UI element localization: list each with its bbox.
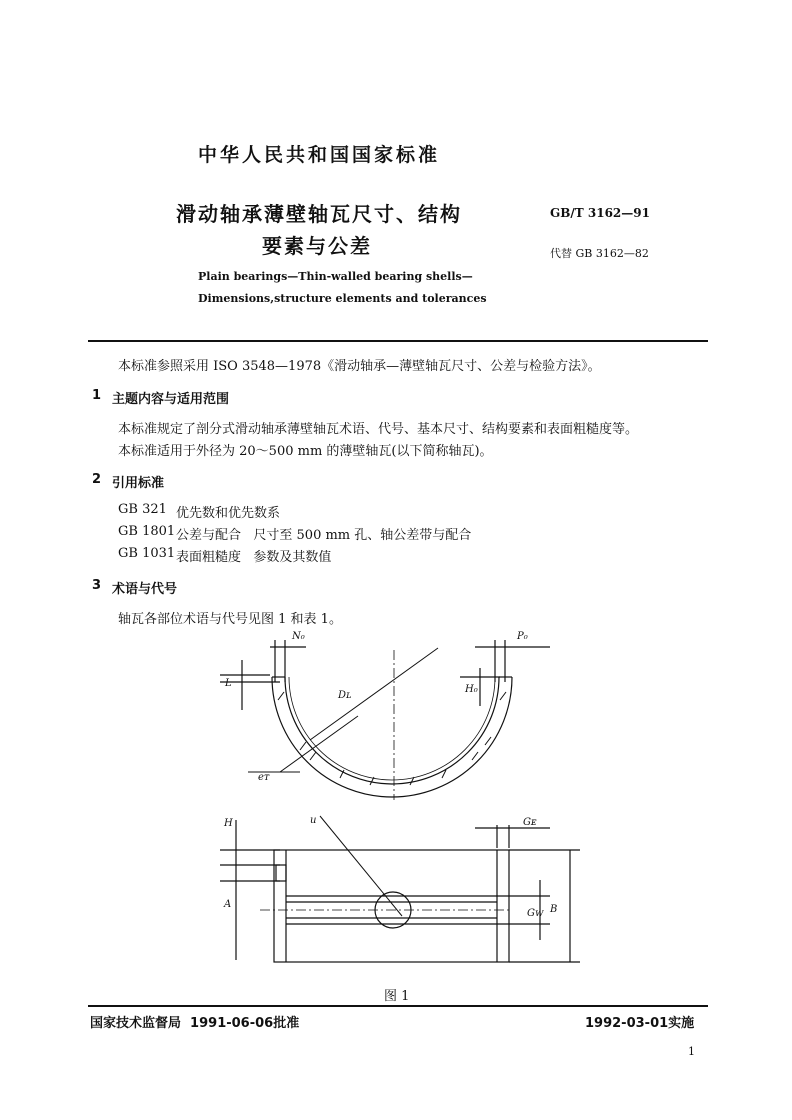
hatch-line <box>500 692 506 700</box>
reference-code: GB 1801 <box>118 524 176 539</box>
label-et: eᴛ <box>258 772 270 783</box>
reference-code: GB 1031 <box>118 546 176 561</box>
national-standard-title: 中华人民共和国国家标准 <box>198 144 441 166</box>
section-1-paragraph-1: 本标准规定了剖分式滑动轴承薄壁轴瓦术语、代号、基本尺寸、结构要素和表面粗糙度等。 <box>118 422 639 437</box>
section-3-heading: 术语与代号 <box>112 582 178 597</box>
diameter-line <box>310 648 438 740</box>
effective-date: 1992-03-01实施 <box>585 1016 695 1031</box>
document-title-line2: 要素与公差 <box>262 234 372 258</box>
english-title-line2: Dimensions,structure elements and tolerances <box>198 292 487 305</box>
label-l: L <box>225 678 232 689</box>
label-h: H <box>224 818 233 829</box>
hatch-line <box>485 737 491 745</box>
standard-code: GB/T 3162—91 <box>550 206 650 220</box>
label-a: A <box>224 899 232 910</box>
locating-lip <box>276 865 286 881</box>
label-gw: Gᴡ <box>527 908 544 919</box>
label-dl: Dʟ <box>338 690 352 701</box>
approval-line: 国家技术监督局 1991-06-06批准 <box>90 1016 300 1031</box>
document-title-line1: 滑动轴承薄壁轴瓦尺寸、结构 <box>176 202 462 226</box>
figure-1-drawing <box>210 620 600 990</box>
section-1-heading: 主题内容与适用范围 <box>112 392 230 407</box>
label-ge: Gᴇ <box>523 817 537 828</box>
reference-title: 公差与配合 尺寸至 500 mm 孔、轴公差带与配合 <box>176 528 472 543</box>
header-rule <box>88 340 708 342</box>
english-title-line1: Plain bearings—Thin-walled bearing shells— <box>198 270 473 283</box>
oil-hole-leader <box>320 816 402 916</box>
reference-title: 优先数和优先数系 <box>176 506 281 521</box>
label-b: B <box>550 904 558 915</box>
label-p0: P₀ <box>517 631 528 642</box>
section-3-number: 3 <box>92 578 102 593</box>
hatch-line <box>300 742 306 750</box>
section-1-number: 1 <box>92 388 102 403</box>
figure-caption: 图 1 <box>384 989 410 1004</box>
section-3-paragraph: 轴瓦各部位术语与代号见图 1 和表 1。 <box>118 612 342 627</box>
intro-paragraph: 本标准参照采用 ISO 3548—1978《滑动轴承—薄壁轴瓦尺寸、公差与检验方法》。 <box>118 359 601 374</box>
label-n0: N₀ <box>292 631 305 642</box>
label-h0: H₀ <box>465 684 478 695</box>
page-number: 1 <box>688 1045 695 1058</box>
footer-rule <box>88 1005 708 1007</box>
replaces-note: 代替 GB 3162—82 <box>550 247 649 260</box>
hatch-line <box>278 692 284 700</box>
section-1-paragraph-2: 本标准适用于外径为 20～500 mm 的薄壁轴瓦(以下简称轴瓦)。 <box>118 444 493 459</box>
shell-front-outline <box>274 850 509 962</box>
reference-code: GB 321 <box>118 502 167 517</box>
hatch-line <box>310 752 316 760</box>
section-2-heading: 引用标准 <box>112 476 165 491</box>
reference-title: 表面粗糙度 参数及其数值 <box>176 550 332 565</box>
hatch-line <box>472 752 478 760</box>
label-u: u <box>310 815 317 826</box>
section-2-number: 2 <box>92 472 102 487</box>
